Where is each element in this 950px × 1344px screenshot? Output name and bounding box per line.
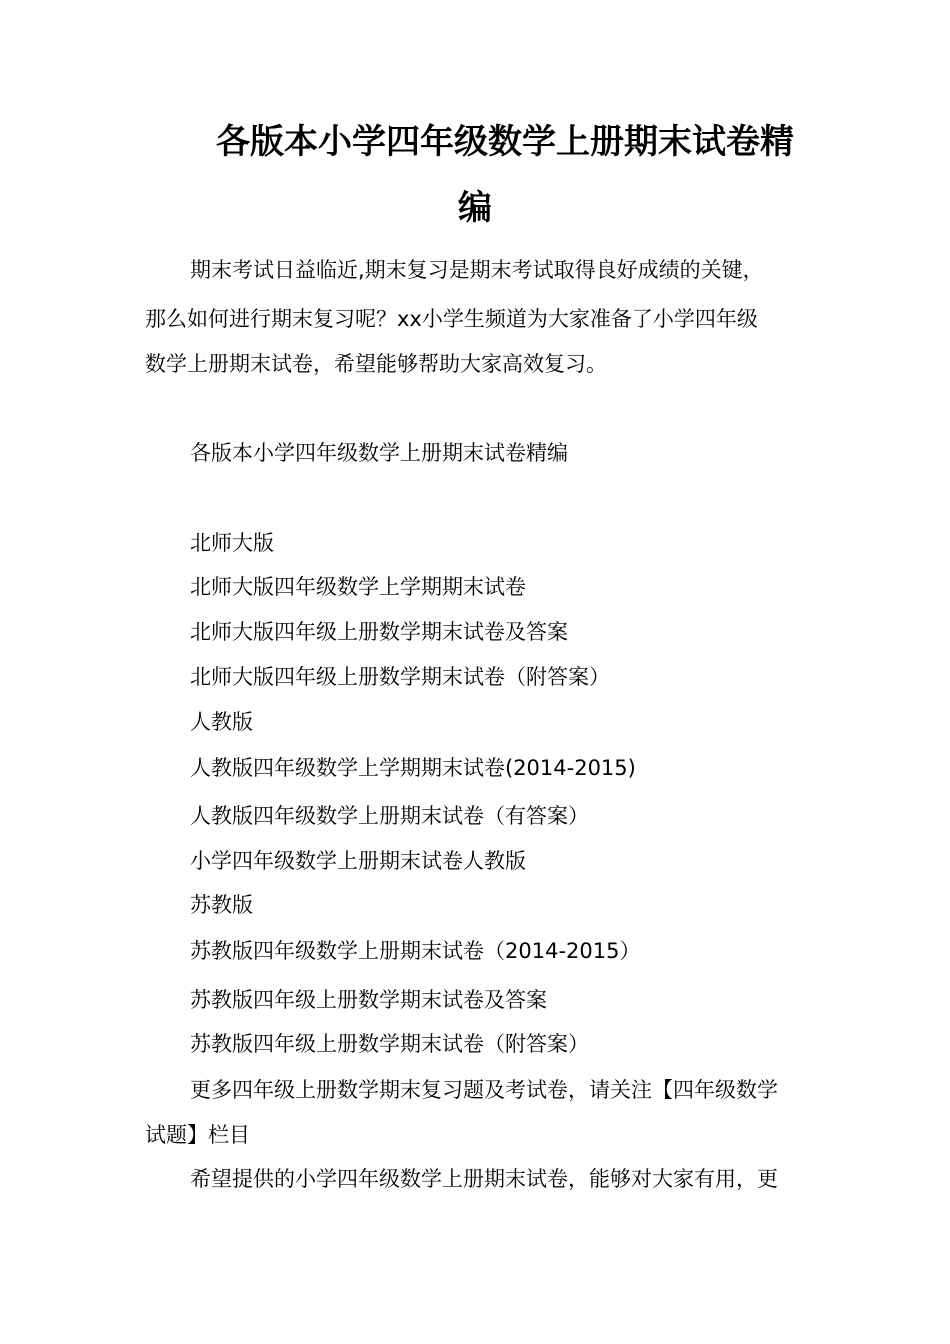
list-item: 苏教版四年级上册数学期末试卷（附答案）: [190, 1032, 589, 1056]
list-item: 人教版四年级数学上学期期末试卷(2014-2015): [190, 756, 636, 780]
more-info-line-1: 更多四年级上册数学期末复习题及考试卷，请关注【四年级数学: [190, 1078, 778, 1102]
list-item-category-rj: 人教版: [190, 710, 253, 734]
list-item: 北师大版四年级上册数学期末试卷（附答案）: [190, 665, 610, 689]
list-item: 人教版四年级数学上册期末试卷（有答案）: [190, 804, 589, 828]
closing-line: 希望提供的小学四年级数学上册期末试卷，能够对大家有用，更: [190, 1167, 778, 1191]
list-item-category-sj: 苏教版: [190, 893, 253, 917]
intro-line-2: 那么如何进行期末复习呢？xx小学生频道为大家准备了小学四年级: [145, 307, 758, 331]
list-item: 小学四年级数学上册期末试卷人教版: [190, 849, 526, 873]
list-item: 北师大版四年级上册数学期末试卷及答案: [190, 620, 568, 644]
list-item: 苏教版四年级上册数学期末试卷及答案: [190, 988, 547, 1012]
list-item: 北师大版四年级数学上学期期末试卷: [190, 575, 526, 599]
section-subtitle: 各版本小学四年级数学上册期末试卷精编: [190, 441, 568, 465]
intro-line-3: 数学上册期末试卷，希望能够帮助大家高效复习。: [145, 352, 607, 376]
document-title-line-2: 编: [458, 188, 492, 228]
more-info-line-2: 试题】栏目: [145, 1123, 250, 1147]
list-item: 苏教版四年级数学上册期末试卷（2014-2015）: [190, 939, 641, 963]
intro-line-1: 期末考试日益临近,期末复习是期末考试取得良好成绩的关键，: [190, 258, 764, 282]
document-title-line-1: 各版本小学四年级数学上册期末试卷精: [216, 122, 794, 162]
list-item-category-bsd: 北师大版: [190, 531, 274, 555]
